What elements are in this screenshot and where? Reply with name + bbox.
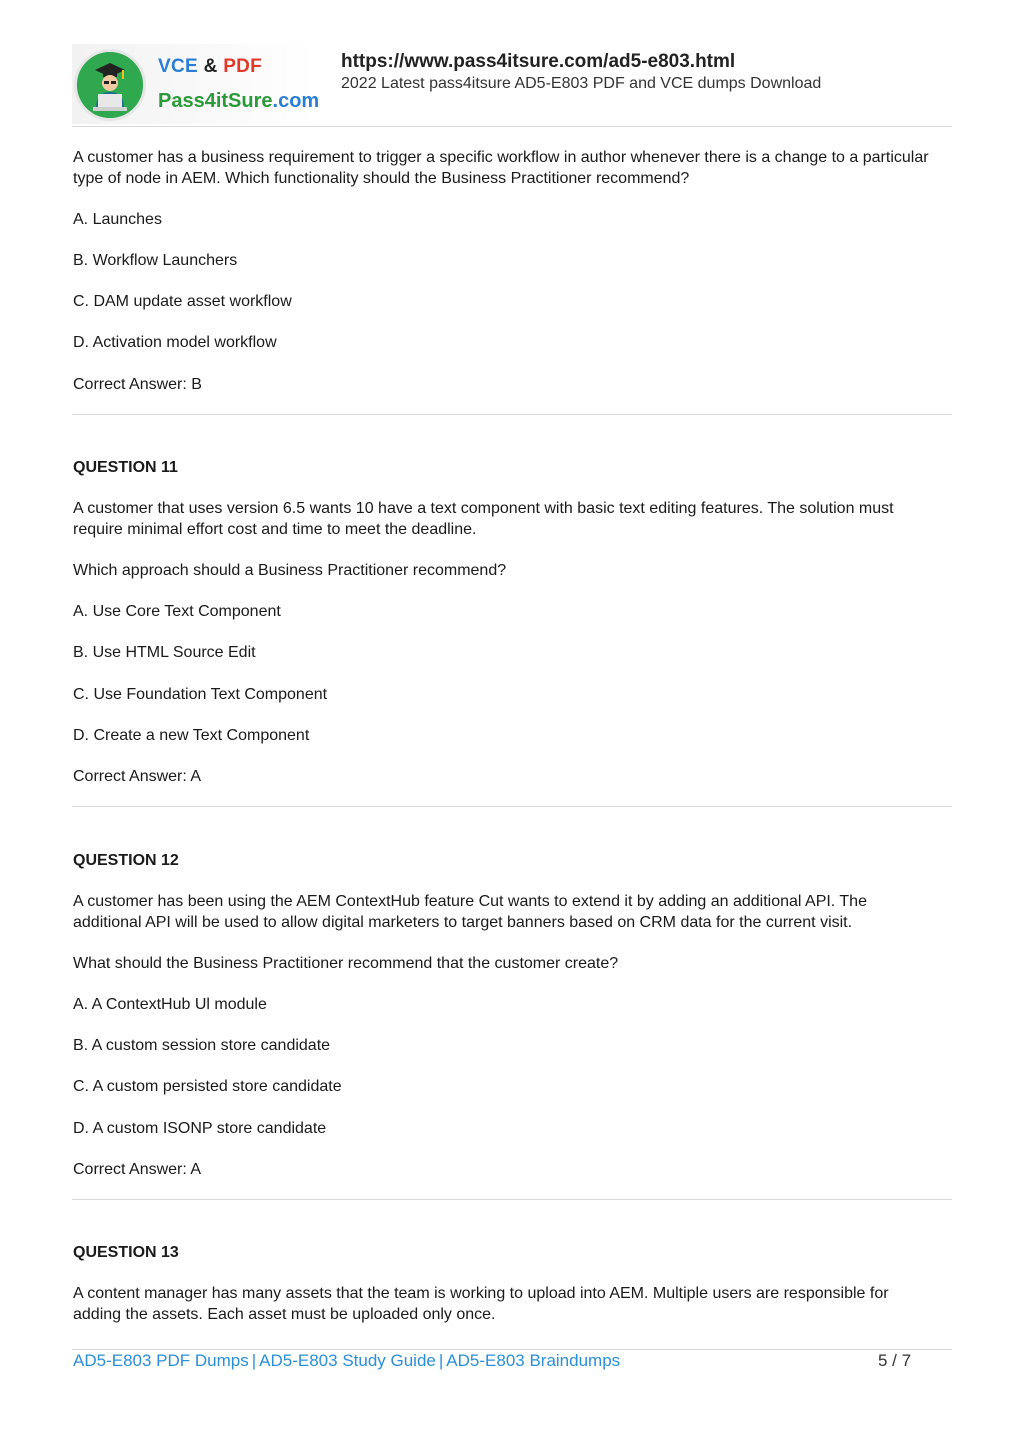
header-divider — [72, 126, 952, 127]
logo-line-pass4itsure — [158, 90, 319, 113]
footer-separator: | — [251, 1351, 257, 1370]
page-number: 5 / 7 — [878, 1351, 912, 1370]
logo-brand-text: Pass4itSure — [158, 90, 273, 112]
option-b: B. A custom session store candidate — [73, 1037, 331, 1054]
logo-vce-text: VCE — [158, 56, 198, 77]
question-prompt: What should the Business Practitioner recommend that the customer create? — [73, 955, 619, 972]
option-d: D. Activation model workflow — [73, 334, 277, 351]
option-d: D. A custom ISONP store candidate — [73, 1120, 327, 1137]
question-prompt: Which approach should a Business Practitioner recommend? — [73, 562, 507, 579]
option-a: A. Use Core Text Component — [73, 603, 281, 620]
option-d: D. Create a new Text Component — [73, 727, 310, 744]
pass4itsure-logo — [72, 44, 320, 124]
page-header — [72, 44, 952, 126]
footer-link-pdf-dumps[interactable]: AD5-E803 PDF Dumps — [73, 1351, 249, 1370]
graduate-laptop-icon — [74, 49, 146, 121]
question-title: QUESTION 11 — [73, 459, 178, 476]
correct-answer: Correct Answer: A — [73, 1161, 202, 1178]
question-text: A customer that uses version 6.5 wants 10 have a text component with basic text editing features. The solution must require minimal effort cost and time to meet the deadline. — [73, 500, 894, 538]
header-url[interactable]: https://www.pass4itsure.com/ad5-e803.html — [341, 51, 736, 72]
question-title: QUESTION 13 — [73, 1244, 179, 1261]
question-divider — [72, 806, 952, 807]
logo-line-vce-pdf — [158, 56, 262, 78]
question-text: A content manager has many assets that the team is working to upload into AEM. Multiple users are responsible for adding the assets. Each asset must be uploaded only once. — [73, 1285, 889, 1323]
page-footer — [73, 1351, 620, 1371]
header-subtitle: 2022 Latest pass4itsure AD5-E803 PDF and VCE dumps Download — [341, 75, 822, 92]
question-text: A customer has been using the AEM ContextHub feature Cut wants to extend it by adding an additional API. The additional API will be used to allow digital marketers to target banners based on CRM data for the current visit. — [73, 893, 867, 931]
option-b: B. Use HTML Source Edit — [73, 644, 256, 661]
option-a: A. Launches — [73, 211, 162, 228]
question-title: QUESTION 12 — [73, 852, 179, 869]
question-divider — [72, 1199, 952, 1200]
question-divider — [72, 414, 952, 415]
option-b: B. Workflow Launchers — [73, 252, 238, 269]
footer-link-study-guide[interactable]: AD5-E803 Study Guide — [259, 1351, 436, 1370]
option-c: C. DAM update asset workflow — [73, 293, 292, 310]
correct-answer: Correct Answer: A — [73, 768, 202, 785]
option-c: C. A custom persisted store candidate — [73, 1078, 342, 1095]
footer-separator: | — [438, 1351, 444, 1370]
footer-divider — [72, 1349, 952, 1350]
option-c: C. Use Foundation Text Component — [73, 686, 328, 703]
question-text: A customer has a business requirement to trigger a specific workflow in author whenever there is a change to a particular type of node in AEM. Which functionality should the Business Practitioner recommend? — [73, 149, 929, 187]
logo-amp-text: & — [203, 56, 218, 77]
logo-tld-text: .com — [272, 90, 320, 112]
logo-pdf-text: PDF — [223, 56, 263, 77]
footer-link-braindumps[interactable]: AD5-E803 Braindumps — [446, 1351, 621, 1370]
correct-answer: Correct Answer: B — [73, 376, 202, 393]
option-a: A. A ContextHub Ul module — [73, 996, 267, 1013]
